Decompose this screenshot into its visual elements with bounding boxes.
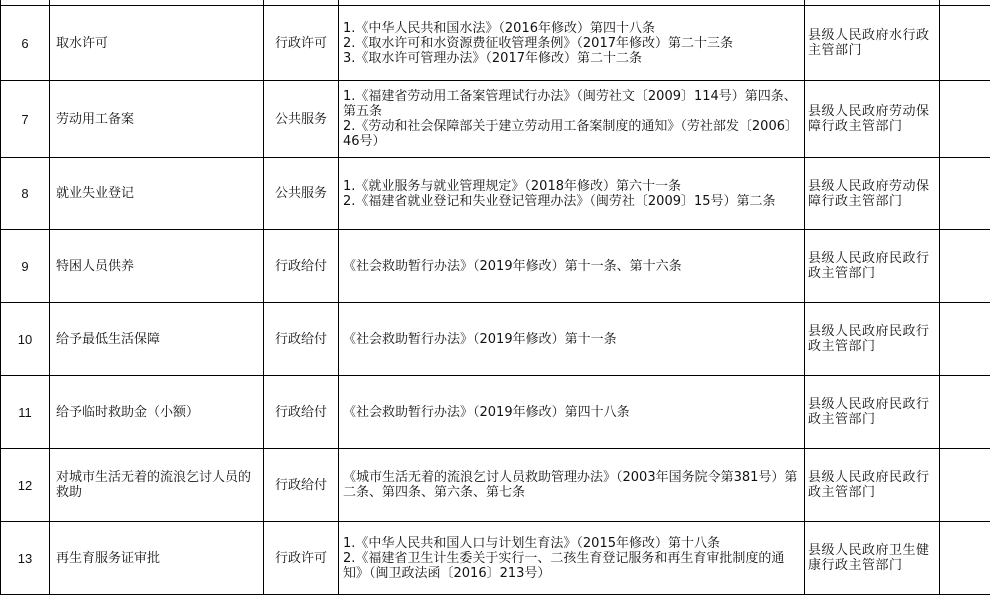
cell-department: 县级人民政府民政行政主管部门 xyxy=(805,449,940,522)
cell-department: 县级人民政府民政行政主管部门 xyxy=(805,303,940,376)
cell-empty xyxy=(940,303,990,376)
cell-empty xyxy=(940,81,990,158)
cell-matter-name: 对城市生活无着的流浪乞讨人员的救助 xyxy=(50,449,264,522)
cell-matter-name: 就业失业登记 xyxy=(50,158,264,230)
legal-basis-line: 《社会救助暂行办法》（2019年修改）第十一条 xyxy=(343,331,617,347)
cell-matter-name: 给予临时救助金（小额） xyxy=(50,376,264,449)
legal-basis-line: 《社会救助暂行办法》（2019年修改）第十一条、第十六条 xyxy=(343,258,682,274)
cell-matter-name: 劳动用工备案 xyxy=(50,81,264,158)
cell-number: 7 xyxy=(1,81,50,158)
cell-matter-type: 行政许可 xyxy=(264,522,339,595)
cell-number: 9 xyxy=(1,230,50,303)
cell-legal-basis xyxy=(339,6,805,81)
cell-legal-basis xyxy=(339,158,805,230)
cell-department: 县级人民政府民政行政主管部门 xyxy=(805,376,940,449)
cell-legal-basis xyxy=(339,303,805,376)
cell-matter-type: 行政给付 xyxy=(264,230,339,303)
cell-matter-type: 行政许可 xyxy=(264,6,339,81)
legal-basis-line: 1.《福建省劳动用工备案管理试行办法》（闽劳社文〔2009〕114号）第四条、第五条 xyxy=(343,89,797,119)
table-row xyxy=(1,376,990,449)
cell-number: 12 xyxy=(1,449,50,522)
legal-basis-line: 1.《中华人民共和国水法》（2016年修改）第四十八条 xyxy=(343,20,655,36)
cell-matter-name: 再生育服务证审批 xyxy=(50,522,264,595)
legal-basis-line: 1.《就业服务与就业管理规定》（2018年修改）第六十一条 xyxy=(343,178,681,194)
cell-legal-basis xyxy=(339,230,805,303)
cell-department: 县级人民政府水行政主管部门 xyxy=(805,6,940,81)
cell-matter-type: 行政给付 xyxy=(264,376,339,449)
legal-basis-line: 《社会救助暂行办法》（2019年修改）第四十八条 xyxy=(343,404,630,420)
cell-empty xyxy=(940,6,990,81)
table-row xyxy=(1,81,990,158)
cell-empty xyxy=(940,230,990,303)
cell-legal-basis xyxy=(339,81,805,158)
legal-basis-line: 2.《劳动和社会保障部关于建立劳动用工备案制度的通知》（劳社部发〔2006〕46号） xyxy=(343,119,798,149)
cell-number: 10 xyxy=(1,303,50,376)
cell-empty xyxy=(940,449,990,522)
cell-matter-name: 取水许可 xyxy=(50,6,264,81)
cell-empty xyxy=(940,158,990,230)
cell-matter-type: 行政给付 xyxy=(264,449,339,522)
table-row xyxy=(1,158,990,230)
table-row xyxy=(1,303,990,376)
cell-legal-basis xyxy=(339,449,805,522)
legal-basis-line: 2.《福建省卫生计生委关于实行一、二孩生育登记服务和再生育审批制度的通知》（闽卫政法函〔2016〕213号） xyxy=(343,550,785,581)
table-body xyxy=(1,0,990,595)
cell-number: 13 xyxy=(1,522,50,595)
legal-basis-line: 3.《取水许可管理办法》（2017年修改）第二十二条 xyxy=(343,50,642,66)
cell-matter-type: 行政给付 xyxy=(264,303,339,376)
cell-department: 县级人民政府劳动保障行政主管部门 xyxy=(805,81,940,158)
cell-legal-basis xyxy=(339,376,805,449)
legal-basis-line: 2.《取水许可和水资源费征收管理条例》（2017年修改）第二十三条 xyxy=(343,35,733,51)
cell-department: 县级人民政府民政行政主管部门 xyxy=(805,230,940,303)
table-row xyxy=(1,6,990,81)
cell-empty xyxy=(940,376,990,449)
legal-basis-line: 《城市生活无着的流浪乞讨人员救助管理办法》（2003年国务院令第381号）第二条、第四条、第六条、第七条 xyxy=(343,470,798,500)
cell-matter-type: 公共服务 xyxy=(264,158,339,230)
legal-basis-line: 2.《福建省就业登记和失业登记管理办法》（闽劳社〔2009〕15号）第二条 xyxy=(343,193,776,209)
cell-department: 县级人民政府劳动保障行政主管部门 xyxy=(805,158,940,230)
cell-matter-name: 给予最低生活保障 xyxy=(50,303,264,376)
cell-number: 6 xyxy=(1,6,50,81)
table-row xyxy=(1,449,990,522)
cell-department: 县级人民政府卫生健康行政主管部门 xyxy=(805,522,940,595)
cell-matter-type: 公共服务 xyxy=(264,81,339,158)
table-row xyxy=(1,522,990,595)
cell-empty xyxy=(940,522,990,595)
cell-number: 8 xyxy=(1,158,50,230)
legal-basis-line: 1.《中华人民共和国人口与计划生育法》（2015年修改）第十八条 xyxy=(343,535,720,551)
cell-number: 11 xyxy=(1,376,50,449)
cell-legal-basis xyxy=(339,522,805,595)
cell-matter-name: 特困人员供养 xyxy=(50,230,264,303)
table-row xyxy=(1,230,990,303)
